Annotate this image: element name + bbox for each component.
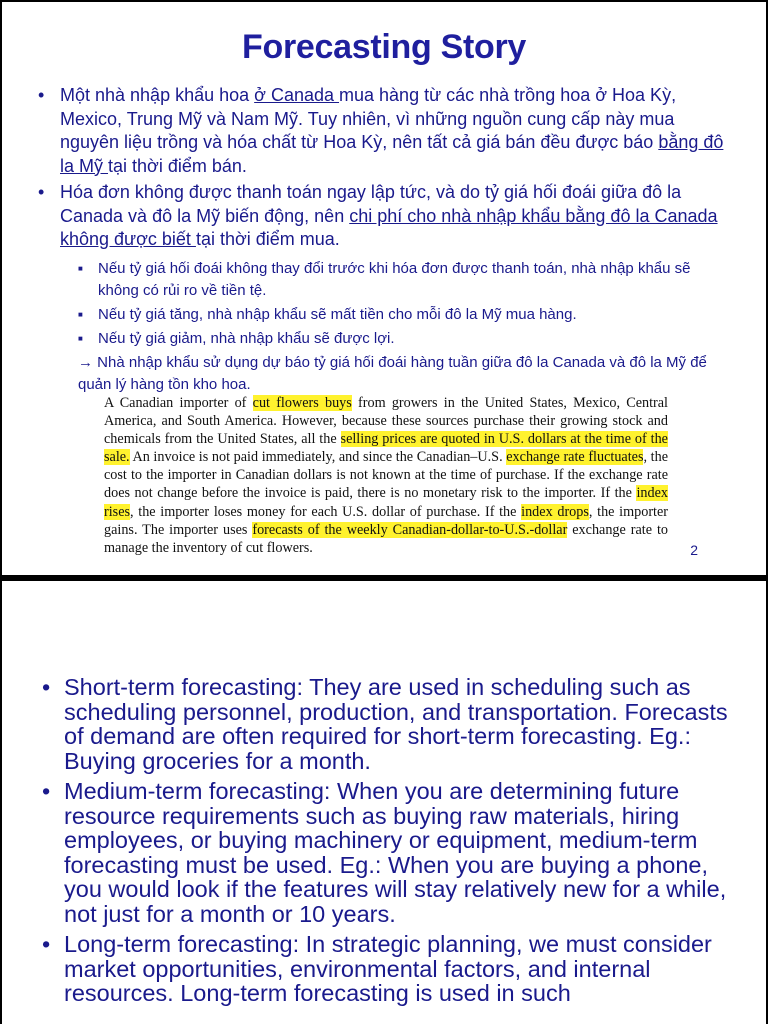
excerpt-text: exchange rate to manage the inventory of cut flowers. [104, 521, 668, 556]
bullet-short-term: • Short-term forecasting: They are used in scheduling such as scheduling personnel, production, and transportation. Forecasts of demand are often required for short-term forecasting. Eg.: Buying groceries for a month. [42, 675, 732, 773]
excerpt-highlight: forecasts of the weekly Canadian-dollar-to-U.S.-dollar [252, 521, 568, 538]
excerpt-highlight: selling prices are quoted in U.S. dollars at the time of the sale. [104, 431, 668, 466]
arrow-note: → Nhà nhập khẩu sử dụng dự báo tỷ giá hối đoái hàng tuần giữa đô la Canada và đô la Mỹ để quản lý hàng tồn kho hoa. [78, 353, 707, 393]
page-number: 2 [690, 542, 698, 558]
bullet1-text-3: tại thời điểm bán. [108, 155, 247, 176]
textbook-excerpt [104, 394, 668, 557]
bullet-importer-canada [38, 84, 728, 178]
bullet1-underline-2: bằng đô la Mỹ [60, 132, 724, 176]
sub-bullet-item: ■ Nếu tỷ giá giảm, nhà nhập khẩu sẽ được lợi. [78, 328, 728, 350]
excerpt-highlight: index rises [104, 485, 668, 520]
bullet-long-term: • Long-term forecasting: In strategic planning, we must consider market opportunities, environmental factors, and internal resources. Long-term forecasting is used in such [42, 932, 732, 1006]
excerpt-text: , the cost to the importer in Canadian dollars is not known at the time of purchase. If the exchange rate does not change before the invoice is paid, there is no monetary risk to the importer. If the [104, 449, 668, 502]
excerpt-text: A Canadian importer of [104, 395, 253, 411]
sub-bullet-item: ■ Nếu tỷ giá tăng, nhà nhập khẩu sẽ mất tiền cho mỗi đô la Mỹ mua hàng. [78, 304, 728, 326]
bullet2-text-2: tại thời điểm mua. [195, 229, 340, 249]
bullet1-underline-1: ở Canada [254, 85, 340, 105]
bullet1-text-1: Một nhà nhập khẩu hoa [60, 85, 255, 105]
excerpt-highlight: exchange rate fluctuates [506, 449, 644, 466]
excerpt-highlight: cut flowers buys [252, 395, 352, 411]
slide2-bullet-list [42, 675, 732, 1012]
bullet2-text-1: Hóa đơn không được thanh toán ngay lập tức, và do tỷ giá hối đoái giữa đô la Canada và đô la Mỹ biến động, nên [60, 182, 682, 226]
excerpt-text: from growers in the United States, Mexico, Central America, and South America. However, because these sources purchase their growing stock and chemicals from the United States, all the [104, 395, 668, 448]
sub-bullet-item: ■ Nếu tỷ giá hối đoái không thay đổi trước khi hóa đơn được thanh toán, nhà nhập khẩu sẽ không có rủi ro về tiền tệ. [78, 258, 728, 302]
slide1-bullet-list [38, 84, 728, 399]
sub-bullet-list [78, 258, 728, 350]
excerpt-text: , the importer gains. The importer uses [104, 503, 669, 538]
bullet1-text-2: mua hàng từ các nhà trồng hoa ở Hoa Kỳ, Mexico, Trung Mỹ và Nam Mỹ. Tuy nhiên, vì những nguồn cung cấp này mua nguyên liệu trồng và hóa chất từ Hoa Kỳ, nên tất cả giá bán đều được báo [60, 85, 677, 152]
excerpt-text: An invoice is not paid immediately, and since the Canadian–U.S. [129, 449, 507, 466]
bullet2-underline-1: chi phí cho nhà nhập khẩu bằng đô la Canada không được biết [60, 205, 718, 249]
slide-forecasting-terms [2, 581, 766, 1024]
excerpt-text: , the importer loses money for each U.S. dollar of purchase. If the [130, 503, 522, 520]
slide-title: Forecasting Story [242, 28, 526, 66]
slide-forecasting-story [2, 2, 766, 575]
bullet-medium-term: • Medium-term forecasting: When you are determining future resource requirements such as buying raw materials, hiring employees, or buying machinery or equipment, medium-term forecasting must be used. Eg.: When you are buying a phone, you would look if the features will stay relatively new for a while, not just for a month or 10 years. [42, 779, 732, 926]
excerpt-highlight: index drops [521, 503, 589, 520]
bullet-invoice-exchange [38, 181, 728, 396]
